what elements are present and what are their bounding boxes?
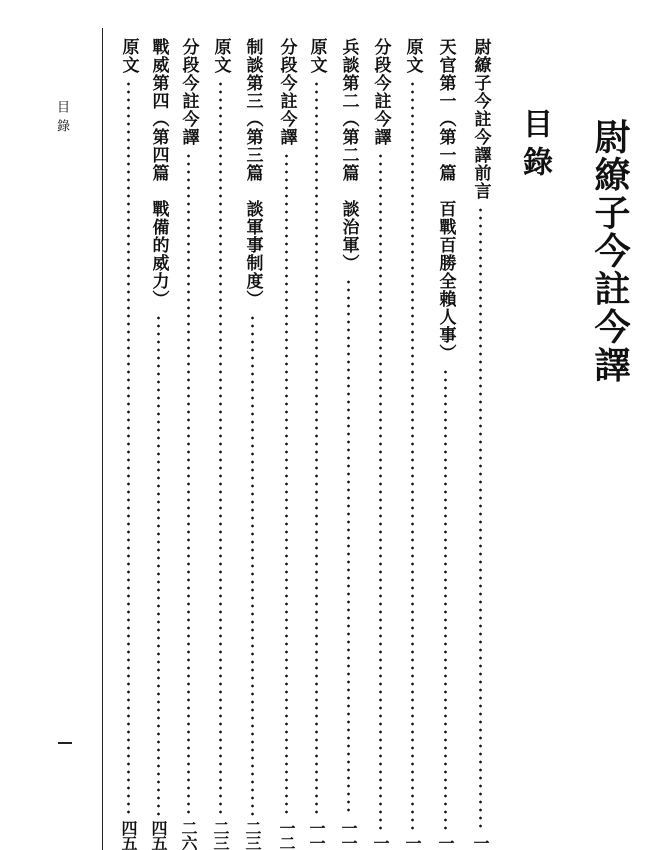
toc-entry-chapter-4-original[interactable]: [116, 38, 140, 850]
toc-entry-chapter-4[interactable]: [146, 38, 170, 850]
leader-dots: [157, 314, 160, 816]
leader-dots: [479, 206, 482, 831]
toc-entry-page: 四五: [119, 820, 138, 850]
toc-entry-page: 一: [471, 835, 490, 850]
toc-heading: 目錄: [517, 108, 552, 184]
toc-entry-label: 制談第三（第三篇 談軍事制度）: [242, 38, 263, 308]
toc-entry-label: 分段今註今譯: [370, 38, 391, 146]
toc-entry-label: 原文: [306, 38, 327, 74]
running-head: 目錄: [54, 100, 69, 138]
toc-entry-label: 原文: [118, 38, 139, 74]
leader-dots: [444, 368, 447, 831]
leader-dots: [219, 80, 222, 816]
toc-entry-chapter-1-original[interactable]: [400, 38, 424, 850]
toc-entry-page: 一一: [307, 820, 326, 850]
toc-entry-chapter-1[interactable]: [433, 38, 457, 850]
leader-dots: [411, 80, 414, 831]
toc-entry-chapter-2-original[interactable]: [304, 38, 328, 850]
toc-entry-label: 分段今註今譯: [178, 38, 199, 146]
toc-entry-page: 四五: [149, 820, 168, 850]
toc-entry-chapter-2[interactable]: [336, 38, 360, 850]
leader-dots: [187, 152, 190, 816]
leader-dots: [347, 278, 350, 816]
toc-entry-chapter-1-annotated[interactable]: [368, 38, 392, 850]
toc-entry-page: 二三: [243, 820, 262, 850]
toc-entry-label: 兵談第二（第二篇 談治軍）: [338, 38, 359, 272]
leader-dots: [127, 80, 130, 816]
toc-entry-label: 原文: [210, 38, 231, 74]
toc-entry-label: 分段今註今譯: [276, 38, 297, 146]
toc-entry-label: 戰威第四（第四篇 戰備的威力）: [148, 38, 169, 308]
toc-entry-page: 一: [403, 835, 422, 850]
toc-entry-page: 一二: [277, 820, 296, 850]
toc-entry-chapter-2-annotated[interactable]: [274, 38, 298, 850]
leader-dots: [315, 80, 318, 816]
toc-entry-label: 原文: [402, 38, 423, 74]
toc-entry-chapter-3-annotated[interactable]: [176, 38, 200, 850]
book-title: 尉繚子今註今譯: [589, 118, 631, 384]
leader-dots: [251, 314, 254, 816]
leader-dots: [379, 152, 382, 831]
toc-entry-page: 二三: [211, 820, 230, 850]
toc-entry-page: 一: [436, 835, 455, 850]
folio: [58, 742, 72, 744]
toc-entry-chapter-3-original[interactable]: [208, 38, 232, 850]
toc-entry-label: 天官第一（第一篇 百戰百勝全賴人事）: [435, 38, 456, 362]
toc-entry-page: 二六: [179, 820, 198, 850]
toc-entry-preface[interactable]: [468, 38, 492, 850]
toc-entry-page: 一: [371, 835, 390, 850]
toc-entry-label: 尉繚子今註今譯前言: [470, 38, 491, 200]
toc-entry-page: 一一: [339, 820, 358, 850]
margin-rule: [102, 28, 103, 850]
toc-entry-chapter-3[interactable]: [240, 38, 264, 850]
leader-dots: [285, 152, 288, 816]
